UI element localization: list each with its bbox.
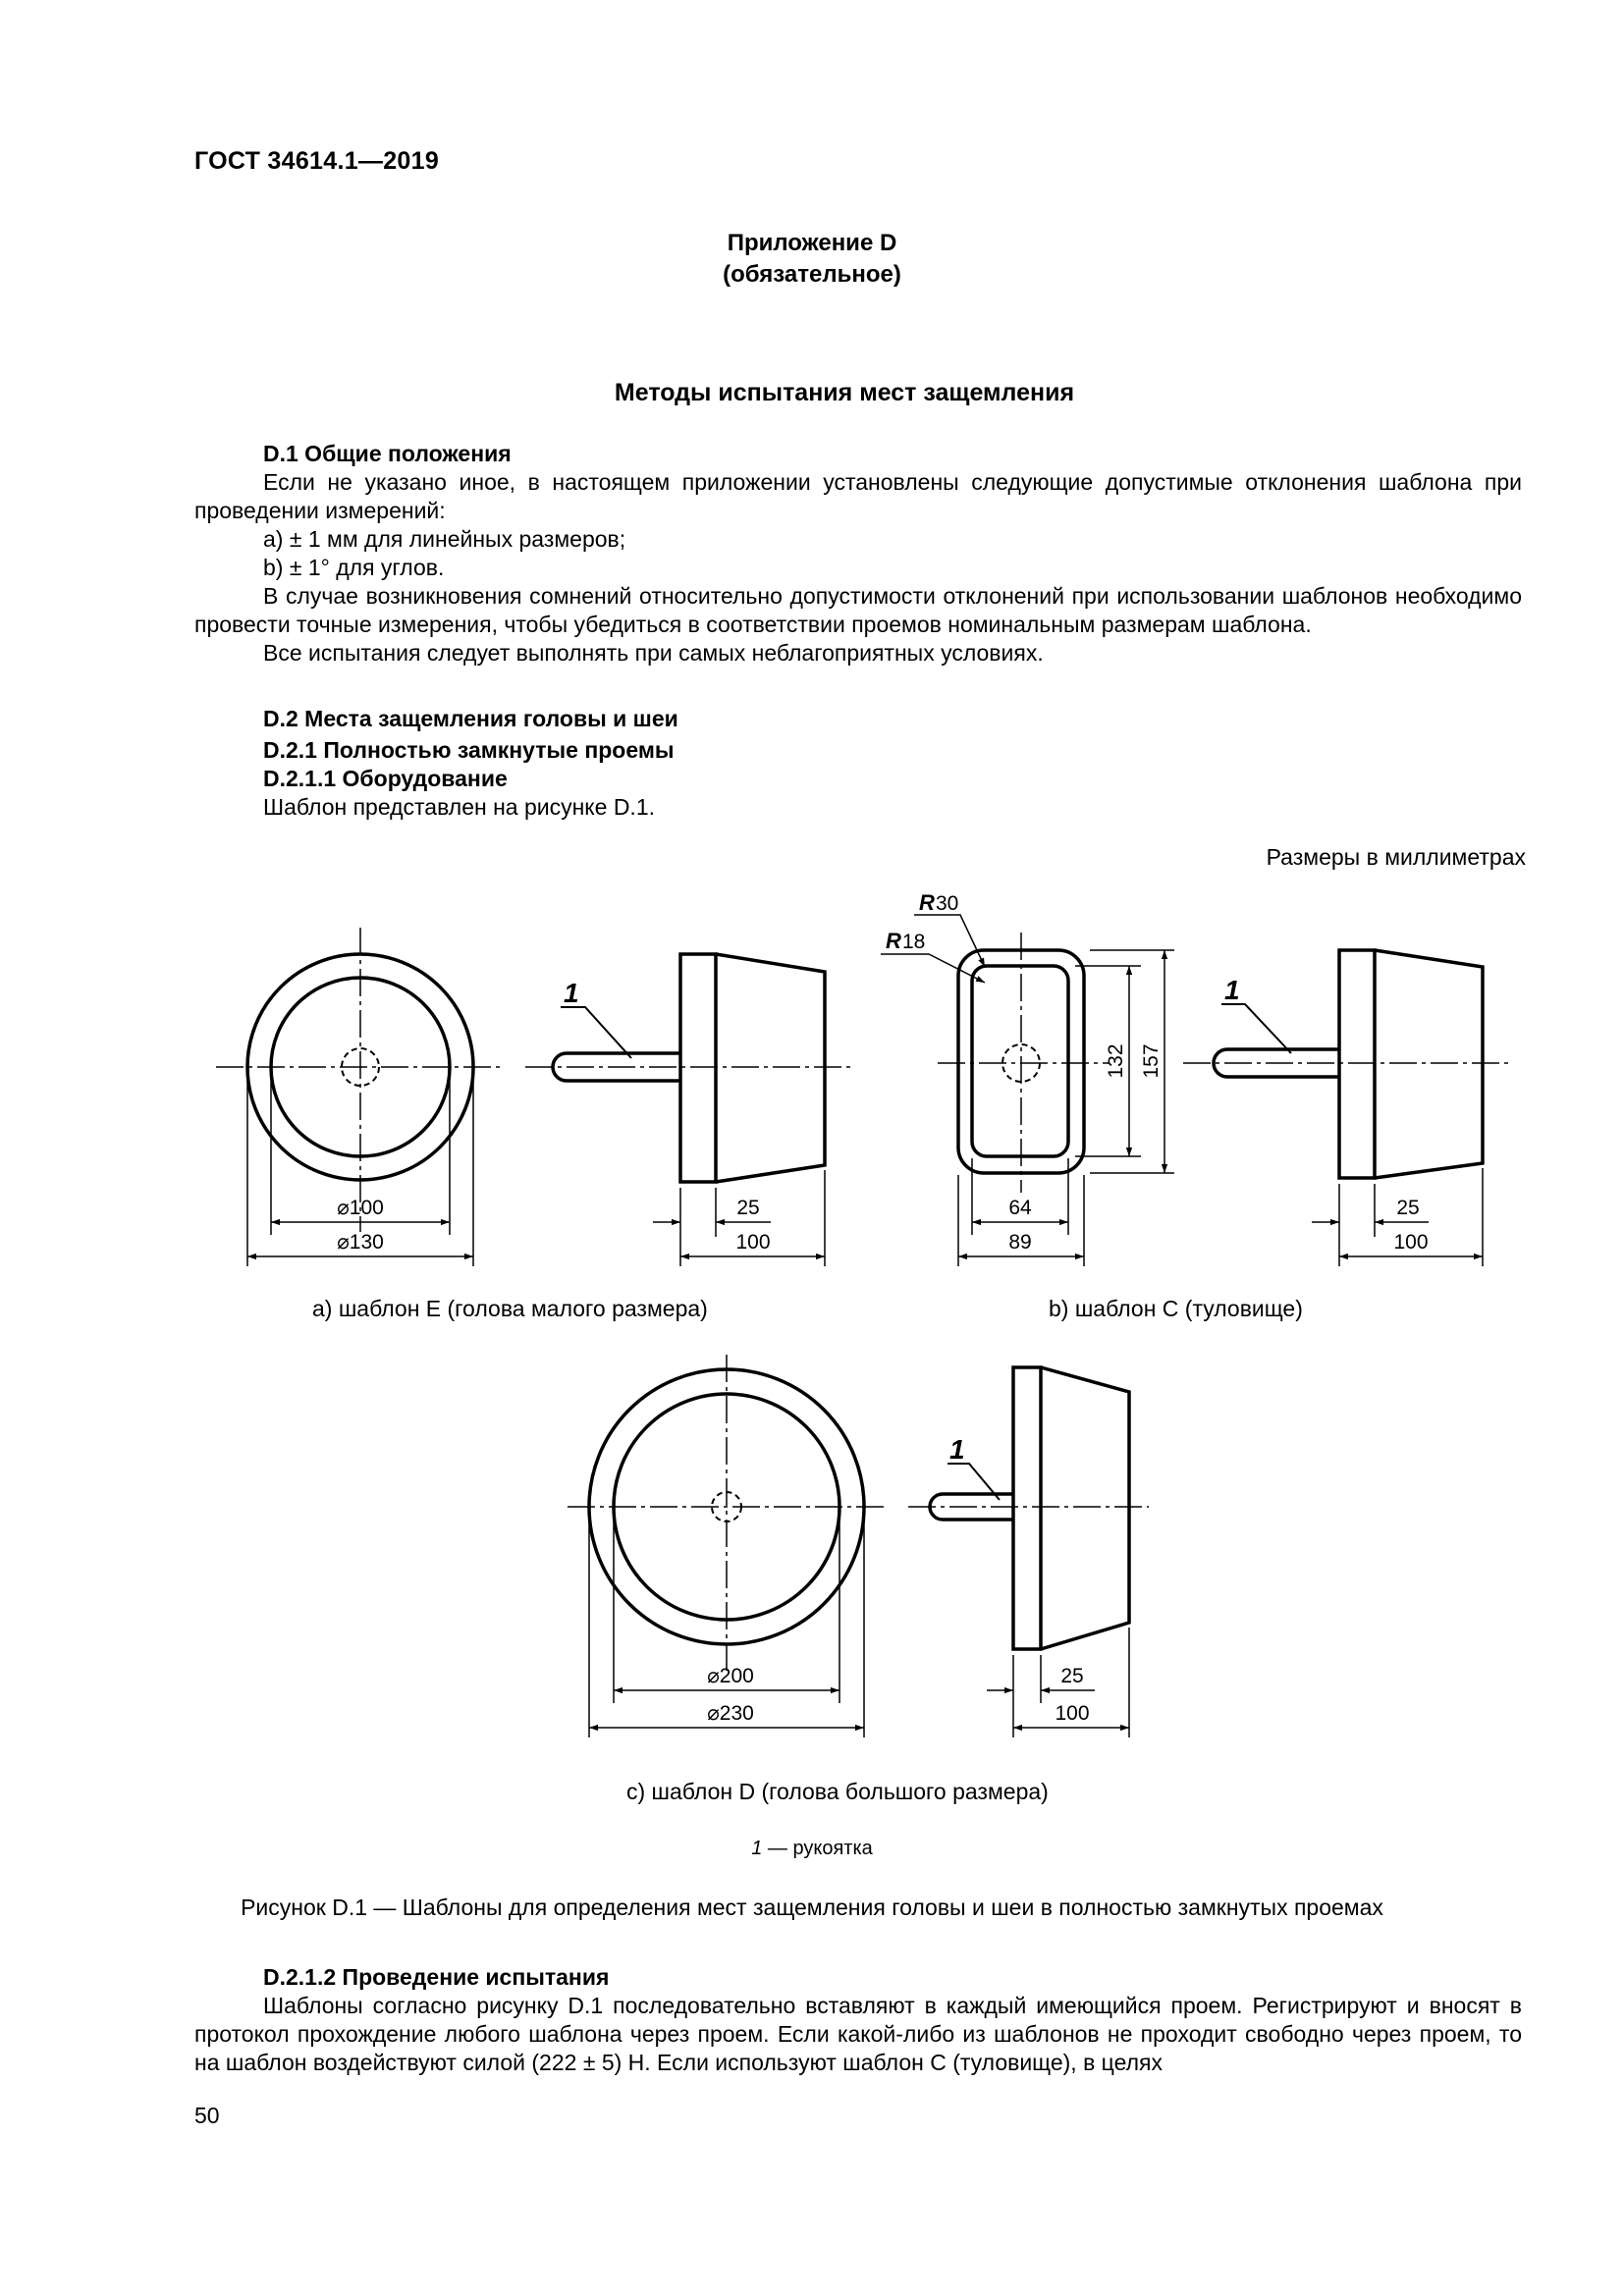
appendix-status: (обязательное) [723,261,901,288]
leader-r18 [881,954,985,983]
template-e-side-view [525,954,854,1266]
dim-label-89: 89 [1008,1231,1032,1254]
page-number: 50 [194,2103,220,2128]
section-d21-heading: D.2.1 Полностью замкнутые проемы [263,737,675,763]
section-d212 [194,1963,1522,2077]
radius-r18-value: 18 [902,931,926,953]
cone [1041,1367,1129,1649]
radius-r18-letter: R [886,929,901,953]
caption-c: c) шаблон D (голова большого размера) [626,1779,1049,1804]
callout-leader [1221,1004,1291,1053]
chapter-title: Методы испытания мест защемления [614,379,1075,406]
plate [1339,950,1375,1178]
section-d1-item-a: a) ± 1 мм для линейных размеров; [263,526,626,552]
template-d-side-view [908,1367,1149,1737]
section-d212-heading: D.2.1.2 Проведение испытания [263,1964,610,1990]
dim-label-d100: ⌀100 [337,1197,384,1219]
section-d1-paragraph-3: Все испытания следует выполнять при самых неблагоприятных условиях. [263,640,1044,666]
template-d-front-view [568,1355,889,1737]
plate [680,954,716,1182]
cone [716,954,825,1182]
appendix-title: Приложение D [727,230,897,256]
dim-label-132: 132 [1105,1043,1127,1079]
section-d1-heading: D.1 Общие положения [263,441,512,466]
dim-label-d230: ⌀230 [707,1702,754,1725]
dim-label-25: 25 [1396,1197,1420,1219]
dim-label-100: 100 [1393,1231,1429,1254]
callout-handle: 1 [1224,975,1240,1005]
section-d211-paragraph: Шаблон представлен на рисунке D.1. [263,794,655,820]
figure-legend [0,1838,1624,1860]
dim-label-25: 25 [736,1197,760,1219]
section-d1-paragraph-1: Если не указано иное, в настоящем приложении установлены следующие допустимые отклонения шаблона при проведении измерений: [194,469,1522,523]
inner-rectangle [972,966,1068,1156]
section-d212-paragraph: Шаблоны согласно рисунку D.1 последовательно вставляют в каждый имеющийся проем. Регистрируют и вносят в протокол прохождение любого шаблона через проем. Если какой-либо из шаблонов не проходит свободно через проем, то на шаблон воздействуют силой (222 ± 5) Н. Если используют шаблон C (туловище), в целях [194,1993,1522,2075]
plate [1013,1367,1041,1649]
document-header: ГОСТ 34614.1—2019 [194,147,440,175]
dim-label-d130: ⌀130 [337,1231,384,1254]
dim-label-64: 64 [1008,1197,1032,1219]
callout-handle: 1 [949,1434,965,1465]
legend-text: — рукоятка [762,1838,873,1859]
callout-leader [561,1007,631,1058]
cone [1375,950,1483,1178]
template-c-side-view [1183,950,1512,1266]
template-e-front-view [216,928,501,1266]
radius-r30-value: 30 [936,892,959,915]
dim-label-d200: ⌀200 [707,1665,754,1687]
units-note: Размеры в миллиметрах [1266,844,1526,870]
caption-a: a) шаблон E (голова малого размера) [312,1296,708,1321]
radius-r30-letter: R [919,890,935,915]
section-d2-heading: D.2 Места защемления головы и шеи [263,706,678,731]
dim-label-100: 100 [735,1231,771,1254]
legend-number: 1 [751,1838,763,1859]
template-c-front-view [881,890,1174,1266]
callout-handle: 1 [564,978,579,1008]
section-d1-paragraph-2: В случае возникновения сомнений относительно допустимости отклонений при использовании шаблонов необходимо провести точные измерения, чтобы убедиться в соответствии проемов номинальным размерам шаблона. [194,583,1522,637]
caption-b: b) шаблон C (туловище) [1049,1296,1303,1321]
dim-label-100: 100 [1055,1702,1090,1725]
section-d1-item-b: b) ± 1° для углов. [263,555,445,580]
figure-title: Рисунок D.1 — Шаблоны для определения мест защемления головы и шеи в полностью замкнутых проемах [241,1895,1383,1920]
dim-label-157: 157 [1140,1043,1163,1079]
section-d211-heading: D.2.1.1 Оборудование [263,766,508,791]
dim-label-25: 25 [1060,1665,1084,1687]
